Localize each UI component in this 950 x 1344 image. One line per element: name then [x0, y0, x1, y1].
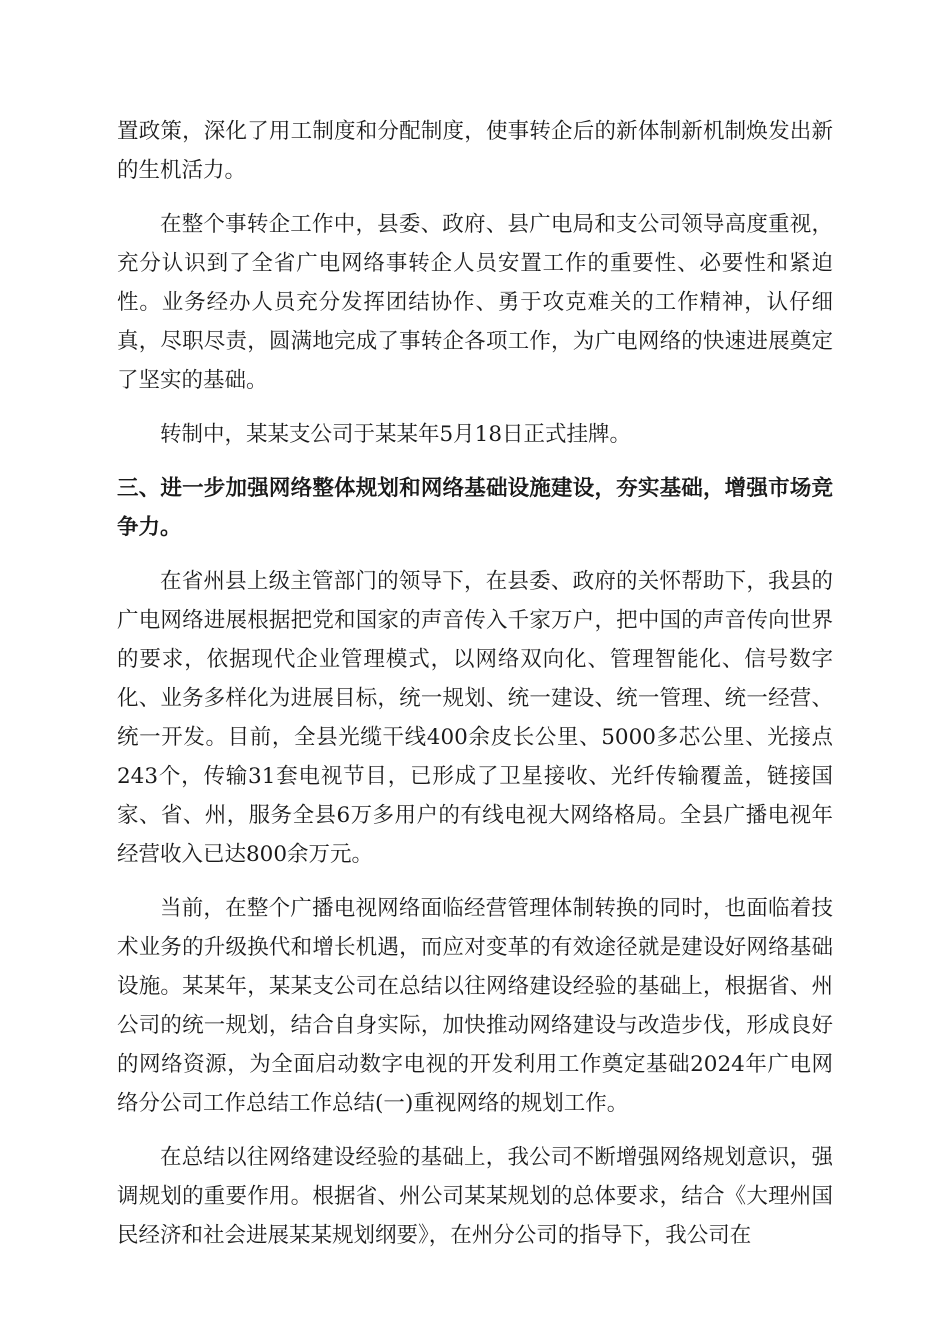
paragraph-network-status: 在省州县上级主管部门的领导下，在县委、政府的关怀帮助下，我县的广电网络进展根据把党和国家的声音传入千家万户，把中国的声音传向世界的要求，依据现代企业管理模式，以网络双向化、管理智能化、信号数字化、业务多样化为进展目标，统一规划、统一建设、统一管理、统一经营、统一开发。目前，全县光缆干线400余皮长公里、5000多芯公里、光接点243个，传输31套电视节目，已形成了卫星接收、光纤传输覆盖，链接国家、省、州，服务全县6万多用户的有线电视大网络格局。全县广播电视年经营收入已达800余万元。: [117, 569, 833, 867]
document-body: [117, 112, 833, 1270]
paragraph-continuation: 置政策，深化了用工制度和分配制度，使事转企后的新体制新机制焕发出新的生机活力。: [117, 119, 833, 183]
paragraph-listing: 转制中，某某支公司于某某年5月18日正式挂牌。: [160, 422, 632, 447]
paragraph-leadership: 在整个事转企工作中，县委、政府、县广电局和支公司领导高度重视，充分认识到了全省广电网络事转企人员安置工作的重要性、必要性和紧迫性。业务经办人员充分发挥团结协作、勇于攻克难关的工作精神，认仔细真，尽职尽责，圆满地完成了事转企各项工作，为广电网络的快速进展奠定了坚实的基础。: [117, 212, 833, 393]
paragraph-infrastructure: 当前，在整个广播电视网络面临经营管理体制转换的同时，也面临着技术业务的升级换代和增长机遇，而应对变革的有效途径就是建设好网络基础设施。某某年，某某支公司在总结以往网络建设经验的基础上，根据省、州公司的统一规划，结合自身实际，加快推动网络建设与改造步伐，形成良好的网络资源，为全面启动数字电视的开发利用工作奠定基础2024年广电网络分公司工作总结工作总结(一)重视网络的规划工作。: [117, 896, 833, 1116]
section-heading-three: 三、进一步加强网络整体规划和网络基础设施建设，夯实基础，增强市场竞争力。: [117, 476, 833, 540]
paragraph-planning: 在总结以往网络建设经验的基础上，我公司不断增强网络规划意识，强调规划的重要作用。根据省、州公司某某规划的总体要求，结合《大理州国民经济和社会进展某某规划纲要》，在州分公司的指导下，我公司在: [117, 1145, 833, 1248]
